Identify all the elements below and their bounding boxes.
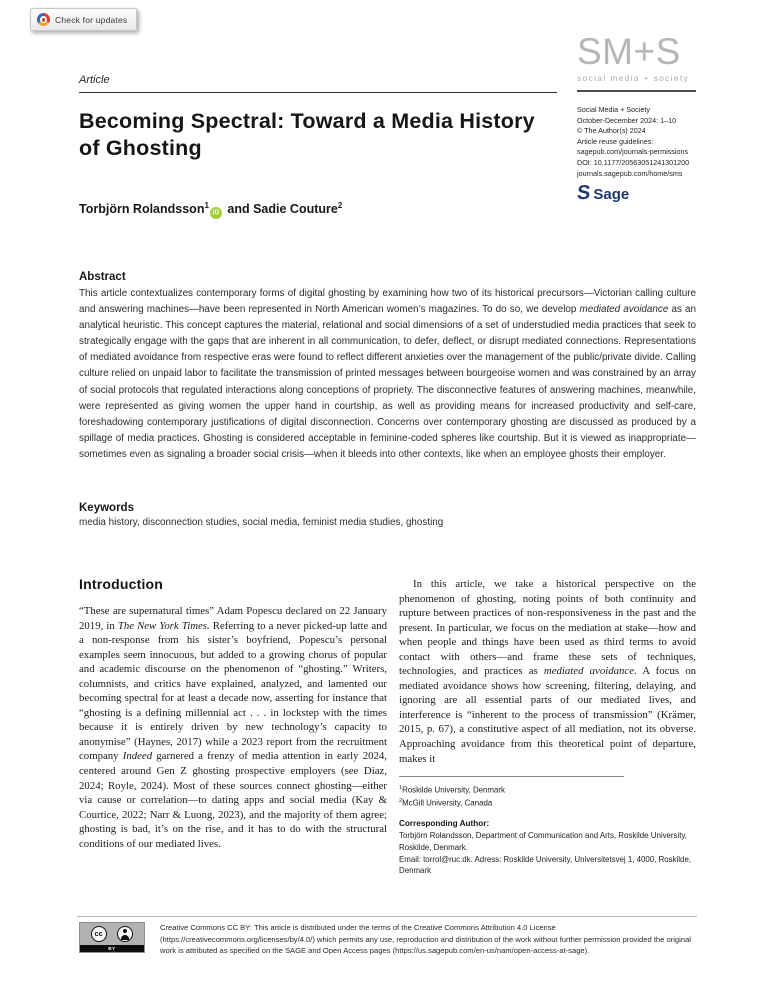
masthead-rule xyxy=(577,90,696,92)
abstract-section xyxy=(79,271,696,463)
nyt-italic: The New York Times. xyxy=(117,619,210,632)
indeed-italic: Indeed xyxy=(122,750,153,763)
attribution-person-icon xyxy=(117,926,133,942)
introduction-paragraph-left: “These are supernatural times” Adam Popescu declared on 22 January 2019, in The New York Times. Referring to a never picked-up latte and a non-response from his sister’s boyfriend, Popescu’s personal examples seem innocuous, but added to a growing chorus of popular and academic discourse on the phenomenon of “ghosting.” Writers, columnists, and critics have explained, analyzed, and lamented our becoming spectral for at least a decade now, asserting for instance that “ghosting is a defining millennial act . . . in lockstep with the times because it is entirely driven by new technology’s capacity to anonymise” (Haynes, 2017) while a 2023 report from the recruitment company Indeed garnered a frenzy of media attention in early 2024, centered around Gen Z ghosting prospective employers (see Diaz, 2024; Royle, 2024). Most of these sources connect ghosting—either via cause or correlation—to dating apps and social media (Kay & Courtice, 2022; Narr & Luong, 2023), and the majority of them agree; ghosting is bad, it’s on the rise, and it has to do with the structural conditions of our mediated lives. xyxy=(79,605,388,850)
mediated-avoidance-italic: mediated avoidance xyxy=(543,665,635,678)
page-title: Becoming Spectral: Toward a Media History of Ghosting xyxy=(79,109,535,160)
keywords-list: media history, disconnection studies, social media, feminist media studies, ghosting xyxy=(79,517,444,528)
license-block xyxy=(79,922,697,957)
abstract-text: This article contextualizes contemporary forms of digital ghosting by examining how two of its historical precursors—Victorian calling culture and answering machines—have been represented in North American women’s magazines. To do so, we develop mediated avoidance as an analytical heuristic. This concept captures the material, relational and social dimensions of a set of understudied media practices that seek to strategically engage with the gaps that are inherent in all communication, to defer, deflect, or disrupt mediated connections. Representations of mediated avoidance from respective eras were found to reflect different anxieties over the management of the public/private divide. Calling culture relied on unpaid labor to facilitate the transmission of printed messages between bourgeoise women and was constrained by an array of social protocols that regulated interactions along conceptions of propriety. The disconnective features of answering machines, meanwhile, were represented as giving women the upper hand in courtship, as well as providing means for increased productivity and self-care, foreshadowing contemporary justifications of digital disconnection. Concerns over contemporary ghosting are discussed as produced by a spillage of media practices. Ghosting is considered acceptable in feminine-coded spheres like courtship. But it is viewed as inappropriate—sometimes even as signaling a broader social crisis—when it bleeds into other contexts, like when an employee ghosts their employer. xyxy=(79,288,696,460)
header-rule xyxy=(79,92,557,93)
author-1-name: Torbjörn Rolandsson xyxy=(79,202,205,217)
abstract-italic-term: mediated avoidance xyxy=(579,304,669,316)
doi-line: DOI: 10.1177/20563051241301200 xyxy=(577,157,690,167)
footnote-block xyxy=(399,776,696,877)
keywords-heading: Keywords xyxy=(79,502,134,514)
sage-logo-mark: S xyxy=(575,182,592,204)
journal-logo: SM+S xyxy=(577,31,681,72)
journal-name: Social Media + Society xyxy=(577,105,650,114)
byline-joiner: and xyxy=(223,202,254,217)
corresponding-author-email: Email: torrol@ruc.dk. Adress: Roskilde University, Universitetsvej 1, 4000, Roskilde, Denmark xyxy=(399,854,692,876)
sage-logo xyxy=(577,182,629,205)
introduction-paragraph-right: In this article, we take a historical perspective on the phenomenon of ghosting, noting points of both continuity and rupture between practices of non-responsiveness in the past and the present. In particular, we focus on the mediation at stake—how and when people and things have been used as third terms to avoid contact with others—and frame these sets of techniques, technologies, and practices as mediated avoidance. A focus on mediated avoidance shows how screening, filtering, delaying, and ignoring are all essential parts of our mediated lives, and interference is “inherent to the process of transmission” (Krämer, 2015, p. 67), a constitutive aspect of all mediation, not its obverse. Approaching avoidance from this theoretical point of departure, makes it xyxy=(399,578,697,765)
byline xyxy=(79,201,342,219)
journal-masthead xyxy=(577,33,697,92)
license-text: Creative Commons CC BY: This article is distributed under the terms of the Creative Commons Attribution 4.0 License (https://creativecommons.org/licenses/by/4.0/) which permits any use, reproduction and distribution of the work without further permission provided the original work is attributed as specified on the SAGE and Open Access pages (https://us.sagepub.com/en-us/nam/open-access-at-sage). xyxy=(160,923,691,956)
keywords-section xyxy=(79,502,696,528)
journal-meta-block xyxy=(577,105,717,179)
journal-home-link[interactable]: journals.sagepub.com/home/sms xyxy=(577,168,683,178)
left-column xyxy=(79,576,387,851)
author-2-name: Sadie Couture xyxy=(253,202,338,217)
cc-by-strip: BY xyxy=(80,945,144,952)
right-column xyxy=(399,577,696,766)
journal-tagline: social media + society xyxy=(577,73,690,83)
abstract-heading: Abstract xyxy=(79,271,126,283)
introduction-heading: Introduction xyxy=(79,576,164,592)
footnote-rule xyxy=(399,776,624,777)
author-1-affiliation-sup: 1 xyxy=(204,201,209,210)
affiliation-1: $^1$Roskilde University, Denmark xyxy=(399,785,505,795)
corresponding-author-address: Torbjörn Rolandsson, Department of Communication and Arts, Roskilde University, Roskilde, Denmark. xyxy=(399,831,687,852)
issue-info: October-December 2024: 1–10 xyxy=(577,115,677,125)
corresponding-author-heading: Corresponding Author: xyxy=(399,819,490,829)
copyright-line: © The Author(s) 2024 xyxy=(577,126,646,136)
sage-logo-word: Sage xyxy=(593,186,630,203)
author-2-affiliation-sup: 2 xyxy=(337,201,343,210)
article-type-label: Article xyxy=(79,74,110,86)
orcid-icon[interactable]: iD xyxy=(210,207,222,219)
permissions-link[interactable]: sagepub.com/journals-permissions xyxy=(577,147,689,157)
check-for-updates-label: Check for updates xyxy=(55,14,128,25)
license-rule xyxy=(77,916,697,917)
crossmark-icon xyxy=(37,13,50,26)
affiliation-2: $^2$McGill University, Canada xyxy=(399,798,493,808)
cc-icon: cc xyxy=(91,926,107,942)
cc-by-badge xyxy=(79,922,145,953)
reuse-guidelines-label: Article reuse guidelines: xyxy=(577,136,654,146)
check-for-updates-button[interactable] xyxy=(30,8,137,31)
